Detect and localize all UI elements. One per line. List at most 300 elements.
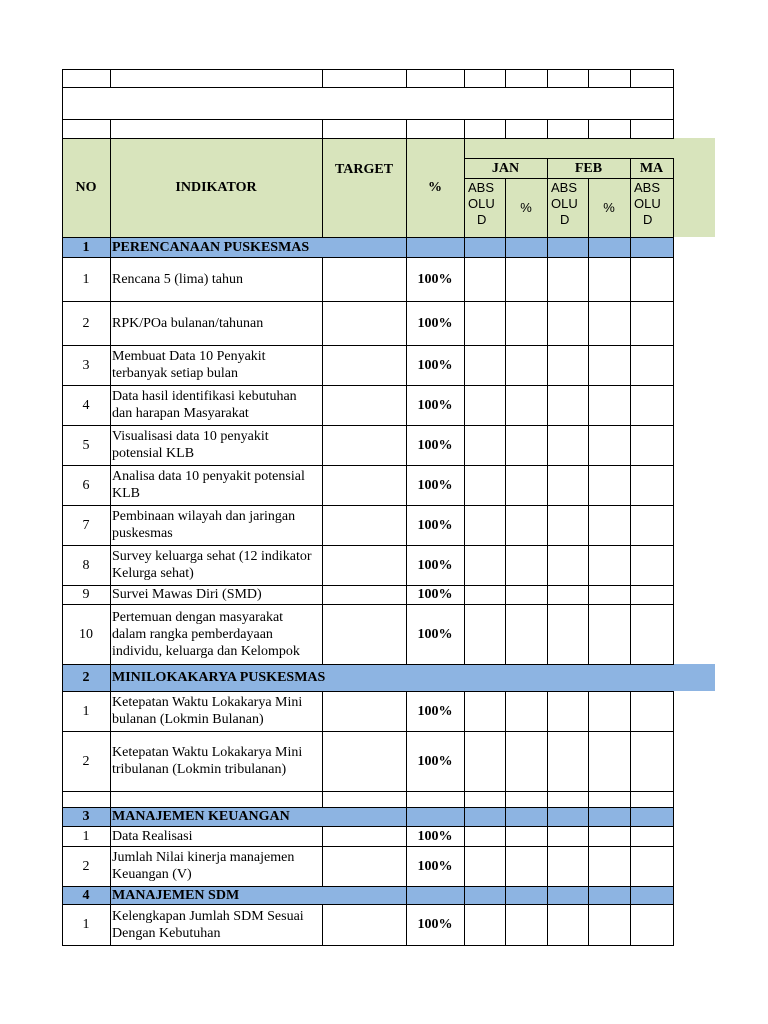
indicator-label-text: Survei Mawas Diri (SMD) bbox=[112, 587, 262, 602]
grid-line bbox=[110, 846, 111, 887]
grid-line bbox=[62, 257, 63, 302]
percent-target bbox=[406, 465, 464, 505]
header-no bbox=[62, 138, 110, 237]
grid-line bbox=[406, 505, 407, 546]
grid-line bbox=[406, 691, 407, 732]
section-number bbox=[62, 886, 110, 904]
grid-line bbox=[464, 301, 465, 346]
grid-line bbox=[547, 846, 548, 887]
row-number bbox=[62, 385, 110, 425]
grid-line bbox=[673, 345, 674, 386]
percent-target-text: 100% bbox=[417, 626, 453, 642]
sub-absolut-part: D bbox=[560, 212, 570, 227]
row-number-text: 2 bbox=[82, 753, 90, 769]
grid-line bbox=[588, 385, 589, 426]
indicator-label-text: Data hasil identifikasi kebutuhan dan harapan Masyarakat bbox=[112, 389, 297, 421]
indicator-label-text: Ketepatan Waktu Lokakarya Mini bulanan (Lokmin Bulanan) bbox=[112, 695, 303, 727]
grid-line bbox=[464, 545, 465, 586]
grid-line bbox=[547, 731, 548, 792]
percent-target-text: 100% bbox=[417, 397, 453, 413]
percent-target-text: 100% bbox=[417, 828, 453, 844]
grid-line bbox=[673, 237, 674, 258]
grid-line bbox=[630, 731, 631, 792]
grid-line bbox=[406, 807, 407, 827]
header-percent-text: % bbox=[428, 180, 442, 195]
indicator-label-text: Analisa data 10 penyakit potensial KLB bbox=[112, 469, 305, 501]
grid-line bbox=[673, 257, 674, 302]
grid-line bbox=[110, 691, 111, 732]
grid-line bbox=[588, 791, 589, 808]
grid-line bbox=[547, 604, 548, 665]
grid-line bbox=[322, 301, 323, 346]
grid-line bbox=[588, 826, 589, 847]
sub-absolut-part: OLU bbox=[634, 196, 661, 211]
grid-line bbox=[110, 585, 111, 605]
grid-line bbox=[322, 604, 323, 665]
grid-line bbox=[547, 465, 548, 506]
row-number-text: 2 bbox=[82, 315, 90, 331]
sub-absolut bbox=[464, 180, 505, 234]
grid-line bbox=[505, 886, 506, 905]
grid-line bbox=[505, 731, 506, 792]
grid-line bbox=[62, 138, 674, 139]
grid-line bbox=[322, 345, 323, 386]
section-title-text: MANAJEMEN KEUANGAN bbox=[112, 809, 290, 824]
indicator-label bbox=[110, 301, 322, 345]
grid-line bbox=[673, 904, 674, 946]
percent-target bbox=[406, 846, 464, 886]
grid-line bbox=[406, 465, 407, 506]
grid-line bbox=[588, 731, 589, 792]
grid-line bbox=[673, 158, 674, 238]
indicator-label-text: Jumlah Nilai kinerja manajemen Keuangan (V) bbox=[112, 850, 295, 882]
grid-line bbox=[110, 119, 111, 139]
row-number-text: 1 bbox=[82, 917, 90, 932]
indicator-label bbox=[110, 691, 322, 731]
grid-line bbox=[547, 158, 548, 238]
grid-line bbox=[673, 846, 674, 887]
grid-line bbox=[62, 807, 63, 827]
grid-line bbox=[673, 505, 674, 546]
section-title bbox=[110, 237, 406, 257]
grid-line bbox=[547, 691, 548, 732]
grid-line bbox=[547, 886, 548, 905]
month-jan bbox=[464, 158, 547, 178]
grid-line bbox=[322, 731, 323, 792]
indicator-label bbox=[110, 425, 322, 465]
sub-absolut-part: ABS bbox=[551, 180, 578, 195]
grid-line bbox=[673, 465, 674, 506]
grid-line bbox=[630, 826, 631, 847]
percent-target bbox=[406, 425, 464, 465]
indicator-label bbox=[110, 846, 322, 886]
grid-line bbox=[110, 257, 111, 302]
grid-line bbox=[464, 178, 674, 179]
grid-line bbox=[630, 425, 631, 466]
grid-line bbox=[547, 237, 548, 258]
grid-line bbox=[406, 604, 407, 665]
grid-line bbox=[505, 604, 506, 665]
grid-line bbox=[505, 807, 506, 827]
grid-line bbox=[588, 425, 589, 466]
grid-line bbox=[673, 87, 674, 120]
grid-line bbox=[630, 119, 631, 139]
grid-line bbox=[547, 301, 548, 346]
month-jan-text: JAN bbox=[491, 160, 520, 176]
grid-line bbox=[62, 465, 63, 506]
row-number-text: 7 bbox=[82, 517, 90, 533]
grid-line bbox=[505, 791, 506, 808]
grid-line bbox=[630, 505, 631, 546]
grid-line bbox=[322, 138, 323, 238]
grid-line bbox=[547, 257, 548, 302]
section-number-text: 4 bbox=[82, 887, 90, 903]
grid-line bbox=[62, 385, 63, 426]
grid-line bbox=[110, 731, 111, 792]
grid-line bbox=[505, 691, 506, 732]
grid-line bbox=[505, 505, 506, 546]
grid-line bbox=[630, 385, 631, 426]
grid-line bbox=[322, 545, 323, 586]
grid-line bbox=[322, 791, 323, 808]
grid-line bbox=[110, 807, 111, 827]
header-indikator bbox=[110, 138, 322, 237]
header-indikator-text: INDIKATOR bbox=[175, 180, 257, 195]
grid-line bbox=[673, 69, 674, 88]
header-target-text: TARGET bbox=[334, 161, 394, 177]
grid-line bbox=[588, 904, 589, 946]
indicator-label bbox=[110, 257, 322, 301]
percent-target bbox=[406, 585, 464, 604]
grid-line bbox=[505, 257, 506, 302]
grid-line bbox=[588, 301, 589, 346]
grid-line bbox=[673, 425, 674, 466]
grid-line bbox=[588, 807, 589, 827]
grid-line bbox=[673, 826, 674, 847]
grid-line bbox=[630, 69, 631, 88]
grid-line bbox=[464, 119, 465, 139]
grid-line bbox=[406, 119, 407, 139]
grid-line bbox=[673, 807, 674, 827]
indicator-label bbox=[110, 585, 322, 604]
grid-line bbox=[110, 505, 111, 546]
grid-line bbox=[464, 807, 465, 827]
percent-target bbox=[406, 731, 464, 791]
grid-line bbox=[588, 119, 589, 139]
grid-line bbox=[588, 505, 589, 546]
grid-line bbox=[505, 846, 506, 887]
grid-line bbox=[464, 904, 465, 946]
row-number-text: 1 bbox=[82, 703, 90, 719]
sub-percent-text: % bbox=[603, 199, 615, 215]
grid-line bbox=[630, 585, 631, 605]
row-number-text: 1 bbox=[82, 828, 90, 844]
section-number bbox=[62, 664, 110, 691]
grid-line bbox=[547, 585, 548, 605]
row-number bbox=[62, 345, 110, 385]
grid-line bbox=[673, 604, 674, 665]
grid-line bbox=[464, 257, 465, 302]
grid-line bbox=[630, 158, 631, 238]
indicator-label-text: Ketepatan Waktu Lokakarya Mini tribulanan (Lokmin tribulanan) bbox=[112, 745, 303, 777]
grid-line bbox=[505, 237, 506, 258]
grid-line bbox=[630, 604, 631, 665]
grid-line bbox=[406, 138, 407, 238]
grid-line bbox=[673, 585, 674, 605]
grid-line bbox=[588, 345, 589, 386]
header-no-text: NO bbox=[75, 180, 97, 195]
grid-line bbox=[547, 345, 548, 386]
row-number-text: 10 bbox=[79, 626, 93, 642]
grid-line bbox=[588, 604, 589, 665]
percent-target bbox=[406, 691, 464, 731]
section-title-text: PERENCANAAN PUSKESMAS bbox=[112, 239, 310, 255]
grid-line bbox=[505, 178, 506, 238]
grid-line bbox=[673, 691, 674, 732]
grid-line bbox=[673, 731, 674, 792]
percent-target bbox=[406, 257, 464, 301]
grid-line bbox=[322, 505, 323, 546]
grid-line bbox=[464, 425, 465, 466]
grid-line bbox=[588, 886, 589, 905]
grid-line bbox=[630, 301, 631, 346]
percent-target-text: 100% bbox=[417, 587, 453, 602]
percent-target-text: 100% bbox=[417, 917, 453, 932]
grid-line bbox=[464, 585, 465, 605]
grid-line bbox=[505, 545, 506, 586]
grid-line bbox=[505, 69, 506, 88]
grid-line bbox=[547, 425, 548, 466]
indicator-label-text: Kelengkapan Jumlah SDM Sesuai Dengan Kebutuhan bbox=[112, 908, 304, 941]
grid-line bbox=[547, 807, 548, 827]
row-number bbox=[62, 505, 110, 545]
grid-line bbox=[62, 846, 63, 887]
row-number bbox=[62, 826, 110, 846]
percent-target-text: 100% bbox=[417, 517, 453, 533]
percent-target-text: 100% bbox=[417, 315, 453, 331]
grid-line bbox=[322, 257, 323, 302]
row-number bbox=[62, 425, 110, 465]
grid-line bbox=[406, 425, 407, 466]
row-number-text: 3 bbox=[82, 357, 90, 373]
grid-line bbox=[464, 691, 465, 732]
grid-line bbox=[464, 158, 674, 159]
grid-line bbox=[505, 301, 506, 346]
indicator-label-text: Pembinaan wilayah dan jaringan puskesmas bbox=[112, 509, 296, 541]
grid-line bbox=[588, 237, 589, 258]
grid-line bbox=[588, 257, 589, 302]
grid-line bbox=[322, 904, 323, 946]
grid-line bbox=[673, 385, 674, 426]
grid-line bbox=[62, 545, 63, 586]
grid-line bbox=[62, 138, 63, 238]
grid-line bbox=[406, 257, 407, 302]
indicator-label bbox=[110, 604, 322, 664]
grid-line bbox=[464, 886, 465, 905]
row-number bbox=[62, 904, 110, 945]
header-percent bbox=[406, 138, 464, 237]
row-number-text: 4 bbox=[82, 397, 90, 413]
grid-line bbox=[505, 465, 506, 506]
section-title-text: MANAJEMEN SDM bbox=[112, 887, 240, 903]
grid-line bbox=[673, 791, 674, 808]
section-number-text: 2 bbox=[82, 670, 90, 685]
grid-line bbox=[406, 731, 407, 792]
grid-line bbox=[62, 604, 63, 665]
grid-line bbox=[464, 237, 465, 258]
header-target bbox=[322, 138, 406, 200]
percent-target-text: 100% bbox=[417, 753, 453, 769]
percent-target-text: 100% bbox=[417, 703, 453, 719]
grid-line bbox=[62, 87, 674, 88]
row-number bbox=[62, 846, 110, 886]
row-number-text: 1 bbox=[82, 271, 90, 287]
grid-line bbox=[547, 904, 548, 946]
grid-line bbox=[322, 826, 323, 847]
grid-line bbox=[110, 545, 111, 586]
row-number bbox=[62, 731, 110, 791]
grid-line bbox=[505, 425, 506, 466]
percent-target bbox=[406, 604, 464, 664]
sub-absolut-part: ABS bbox=[634, 180, 661, 195]
grid-line bbox=[630, 691, 631, 732]
grid-line bbox=[110, 886, 111, 905]
percent-target bbox=[406, 904, 464, 945]
month-mar bbox=[630, 158, 673, 178]
grid-line bbox=[110, 69, 111, 88]
grid-line bbox=[406, 886, 407, 905]
row-number-text: 6 bbox=[82, 477, 90, 493]
row-number-text: 8 bbox=[82, 557, 90, 573]
grid-line bbox=[110, 904, 111, 946]
row-number bbox=[62, 465, 110, 505]
grid-line bbox=[464, 604, 465, 665]
grid-line bbox=[673, 119, 674, 139]
grid-line bbox=[673, 886, 674, 905]
percent-target bbox=[406, 385, 464, 425]
indicator-label bbox=[110, 505, 322, 545]
percent-target-text: 100% bbox=[417, 477, 453, 493]
grid-line bbox=[464, 465, 465, 506]
grid-line bbox=[406, 385, 407, 426]
grid-line bbox=[322, 425, 323, 466]
grid-line bbox=[464, 731, 465, 792]
section-title-text: MINILOKAKARYA PUSKESMAS bbox=[112, 670, 326, 685]
grid-line bbox=[630, 465, 631, 506]
grid-line bbox=[630, 237, 631, 258]
grid-line bbox=[630, 904, 631, 946]
grid-line bbox=[62, 119, 63, 139]
percent-target bbox=[406, 826, 464, 846]
grid-line bbox=[110, 237, 111, 258]
indicator-label bbox=[110, 465, 322, 505]
section-title bbox=[110, 807, 406, 826]
grid-line bbox=[630, 807, 631, 827]
grid-line bbox=[322, 465, 323, 506]
grid-line bbox=[464, 791, 465, 808]
indicator-label bbox=[110, 731, 322, 791]
section-title bbox=[110, 664, 406, 691]
sub-absolut-part: ABS bbox=[468, 180, 495, 195]
grid-line bbox=[62, 664, 63, 692]
grid-line bbox=[110, 465, 111, 506]
grid-line bbox=[62, 345, 63, 386]
grid-line bbox=[505, 904, 506, 946]
row-number-text: 2 bbox=[82, 858, 90, 874]
section-title bbox=[110, 886, 406, 904]
grid-line bbox=[505, 826, 506, 847]
row-number bbox=[62, 604, 110, 664]
section-number-text: 3 bbox=[82, 809, 90, 824]
sub-percent-text: % bbox=[520, 199, 532, 215]
grid-line bbox=[630, 345, 631, 386]
grid-line bbox=[322, 691, 323, 732]
row-number bbox=[62, 301, 110, 345]
sub-percent bbox=[588, 178, 630, 237]
grid-line bbox=[62, 691, 63, 732]
grid-line bbox=[406, 345, 407, 386]
grid-line bbox=[547, 791, 548, 808]
grid-line bbox=[62, 791, 674, 792]
grid-line bbox=[406, 904, 407, 946]
grid-line bbox=[464, 846, 465, 887]
grid-line bbox=[322, 585, 323, 605]
percent-target-text: 100% bbox=[417, 357, 453, 373]
grid-line bbox=[630, 846, 631, 887]
indicator-label bbox=[110, 345, 322, 385]
grid-line bbox=[630, 257, 631, 302]
grid-line bbox=[406, 301, 407, 346]
sub-absolut-part: OLU bbox=[551, 196, 578, 211]
indicator-label bbox=[110, 826, 322, 846]
grid-line bbox=[110, 345, 111, 386]
grid-line bbox=[464, 69, 465, 88]
indicator-label bbox=[110, 904, 322, 945]
sub-absolut-part: OLU bbox=[468, 196, 495, 211]
month-mar-text: MA bbox=[639, 160, 664, 176]
indicator-label-text: Survey keluarga sehat (12 indikator Kelurga sehat) bbox=[112, 549, 312, 581]
grid-line bbox=[110, 664, 111, 692]
grid-line bbox=[62, 301, 63, 346]
grid-line bbox=[630, 791, 631, 808]
row-number bbox=[62, 585, 110, 604]
percent-target bbox=[406, 301, 464, 345]
grid-line bbox=[62, 791, 63, 808]
percent-target-text: 100% bbox=[417, 437, 453, 453]
grid-line bbox=[547, 545, 548, 586]
grid-line bbox=[464, 138, 465, 238]
grid-line bbox=[406, 545, 407, 586]
grid-line bbox=[62, 425, 63, 466]
row-number-text: 5 bbox=[82, 437, 90, 453]
row-number bbox=[62, 545, 110, 585]
grid-line bbox=[464, 826, 465, 847]
row-number bbox=[62, 691, 110, 731]
grid-line bbox=[630, 886, 631, 905]
section-number-text: 1 bbox=[82, 239, 90, 255]
grid-line bbox=[588, 846, 589, 887]
grid-line bbox=[588, 691, 589, 732]
indicator-label-text: Rencana 5 (lima) tahun bbox=[112, 271, 244, 287]
row-number-text: 9 bbox=[82, 587, 90, 602]
section-number bbox=[62, 237, 110, 257]
grid-line bbox=[62, 119, 674, 120]
grid-line bbox=[62, 69, 674, 70]
grid-line bbox=[588, 545, 589, 586]
percent-target bbox=[406, 345, 464, 385]
grid-line bbox=[110, 425, 111, 466]
grid-line bbox=[406, 846, 407, 887]
